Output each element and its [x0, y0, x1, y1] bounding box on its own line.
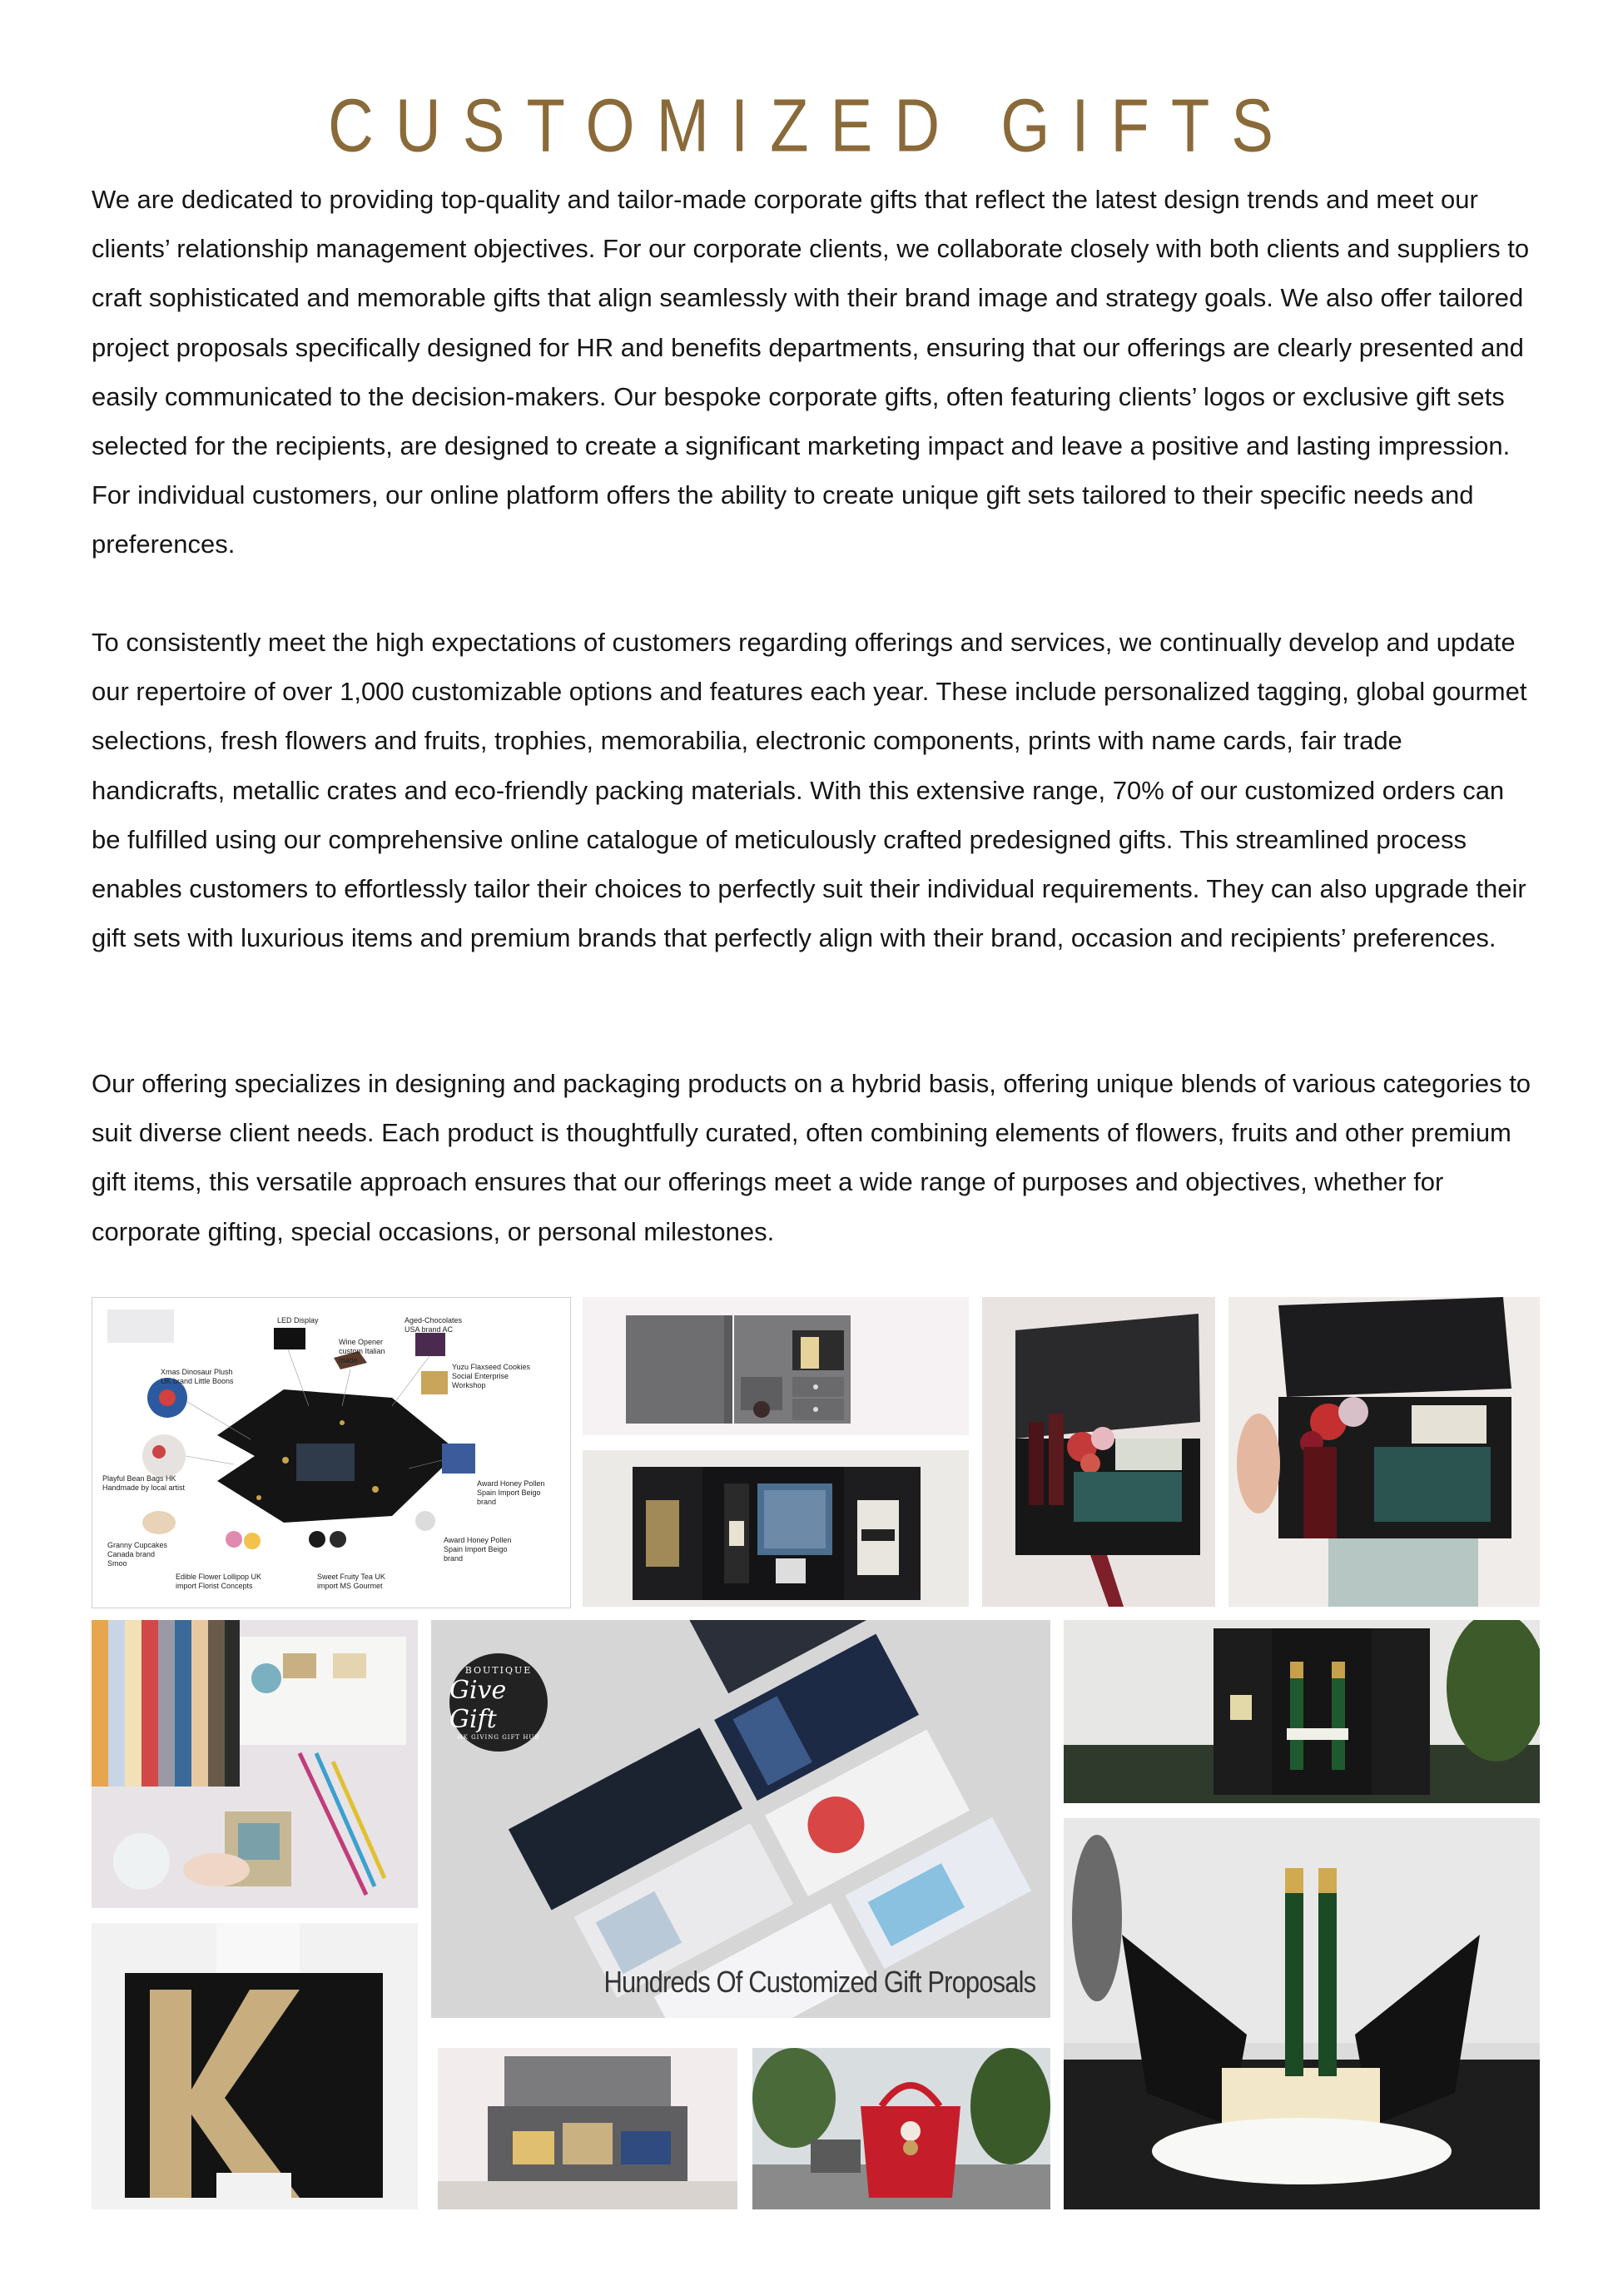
grey-box-open-photo: [438, 2048, 737, 2209]
champagne-box-photo: [1064, 1620, 1540, 1803]
diagram-label: Award Honey Pollen Spain Import Beigo brand: [477, 1479, 545, 1506]
intro-paragraph: We are dedicated to providing top-quality and tailor-made corporate gifts that reflect the latest design trends and meet our clients’ relationship management objectives. For our corporate clients, we collaborate closely with both clients and suppliers to craft sophisticated and memorable gifts that align seamlessly with their brand image and strategy goals. We also offer tailored project proposals specifically designed for HR and benefits departments, ensuring that our offerings are clearly presented and easily communicated to the decision-makers. Our bespoke corporate gifts, often featuring clients’ logos or exclusive gift sets selected for the recipients, are designed to create a significant marketing impact and leave a positive and lasting impression. For individual customers, our online platform offers the ability to create unique gift sets tailored to their specific needs and preferences.: [92, 185, 1530, 559]
diagram-label: Xmas Dinosaur Plush UK brand Little Boons: [161, 1368, 234, 1385]
logo-sub-text: HK GIVING GIFT HUB: [457, 1733, 540, 1741]
hands-holding-gift-box-photo: [1228, 1297, 1540, 1607]
diagram-label: Award Honey Pollen Spain Import Beigo brand: [444, 1536, 512, 1563]
champagne-opened-box-photo: [1064, 1818, 1540, 2209]
diagram-label: Granny Cupcakes Canada brand Smoo: [107, 1541, 168, 1568]
diagram-label: Edible Flower Lollipop UK import Florist Concepts: [176, 1573, 262, 1590]
give-gift-logo: [449, 1653, 548, 1752]
gift-components-diagram: [92, 1297, 571, 1608]
gift-proposals-collage: [431, 1620, 1050, 2018]
diagram-label: Wine Opener custom Italian made: [339, 1338, 385, 1364]
k-letter-box-photo: [92, 1923, 418, 2209]
logo-main-text: Give Gift: [449, 1675, 507, 1734]
diagram-label: Playful Bean Bags HK Handmade by local artist: [102, 1474, 186, 1492]
hybrid-paragraph: Our offering specializes in designing and packaging products on a hybrid basis, offering unique blends of various categories to suit diverse client needs. Each product is thoughtfully curated, often combining elements of flowers, fruits and other premium gift items, this versatile approach ensures that our offerings meet a wide range of purposes and objectives, whether for corporate gifting, special occasions, or personal milestones.: [92, 1069, 1531, 1246]
diagram-label: LED Display: [277, 1316, 319, 1324]
proposals-caption: Hundreds Of Customized Gift Proposals: [603, 1965, 1035, 1999]
whisky-gift-box-photo: [583, 1450, 969, 1607]
page-title: CUSTOMIZED GIFTS: [328, 84, 1295, 168]
diagram-label: Sweet Fruity Tea UK import MS Gourmet: [317, 1573, 385, 1590]
diagram-label: Yuzu Flaxseed Cookies Social Enterprise Workshop: [452, 1363, 531, 1389]
grey-gift-box-photo: [583, 1297, 969, 1435]
red-gift-bag-photo: [752, 2048, 1050, 2209]
logo-top-text: BOUTIQUE: [464, 1664, 533, 1676]
options-paragraph: To consistently meet the high expectations of customers regarding offerings and services, we continually develop and update our repertoire of over 1,000 customizable options and features each year. These include personalized tagging, global gourmet selections, fresh flowers and fruits, trophies, memorabilia, electronic components, prints with name cards, fair trade handicrafts, metallic crates and eco-friendly packing materials. With this extensive range, 70% of our customized orders can be fulfilled using our comprehensive online catalogue of meticulously crafted predesigned gifts. This streamlined process enables customers to effortlessly tailor their choices to perfectly suit their individual requirements. They can also upgrade their gift sets with luxurious items and premium brands that perfectly align with their brand, occasion and recipients’ preferences.: [92, 628, 1527, 953]
design-swatches-photo: [92, 1620, 418, 1908]
diagram-label: Aged-Chocolates USA brand AC: [405, 1316, 463, 1334]
wine-flower-gift-box-photo: [982, 1297, 1215, 1607]
